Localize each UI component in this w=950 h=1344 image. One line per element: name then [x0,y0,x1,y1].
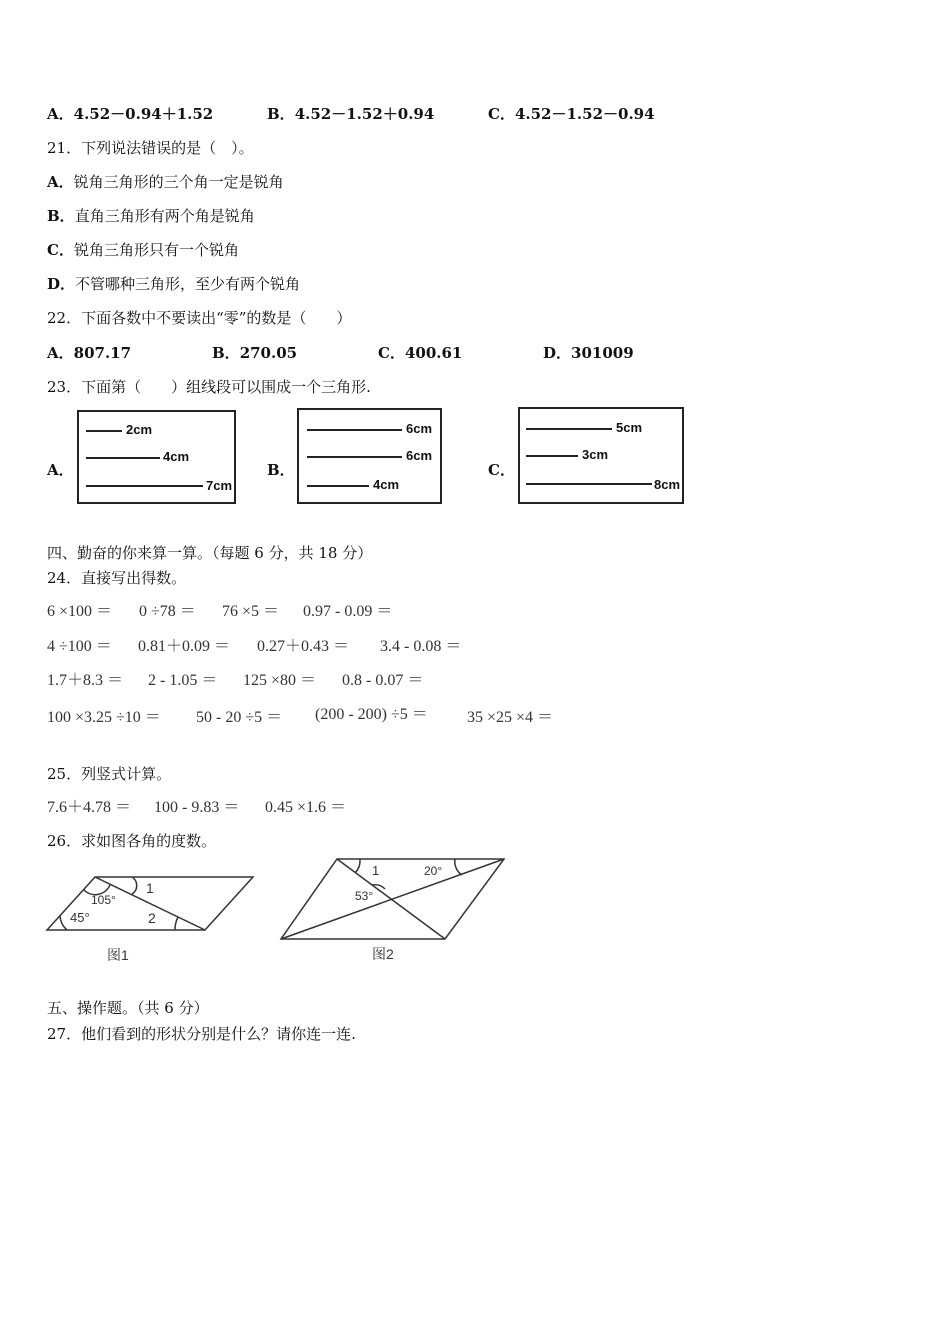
section4-heading: 四、勤奋的你来算一算。（每题 6 分，共 18 分） [47,544,373,562]
q22-option-d: D．301009 [543,344,634,362]
q21-option-d: D．不管哪种三角形，至少有两个锐角 [47,275,301,293]
segment-label: 7cm [206,478,233,493]
q22-option-c: C．400.61 [378,344,463,362]
q26-figure-2 [277,855,512,970]
calc-item: 2 - 1.05 ＝ [148,672,218,689]
segment-label: 4cm [163,449,190,464]
q23-option-a-letter: A． [47,461,74,479]
calc-item: 0.81＋0.09 ＝ [138,638,231,655]
q26-figure-1 [40,868,260,968]
segment-label: 3cm [582,447,609,462]
q23-option-c-figure [518,407,684,504]
vertical-calc-item: 0.45 ×1.6 ＝ [265,799,347,816]
q20-option-c: C．4.52－1.52－0.94 [488,105,655,123]
q24-stem: 24．直接写出得数。 [47,569,187,587]
calc-item: 50 - 20 ÷5 ＝ [196,709,283,726]
section5-heading: 五、操作题。（共 6 分） [47,999,209,1017]
q23-option-b-letter: B． [267,461,295,479]
vertical-calc-item: 7.6＋4.78 ＝ [47,799,132,816]
calc-item: 35 ×25 ×4 ＝ [467,709,554,726]
segment-label: 6cm [406,448,433,463]
calc-item: 6 ×100 ＝ [47,603,113,620]
q23-option-a-figure [77,410,236,504]
q20-option-a: A．4.52－0.94＋1.52 [47,105,214,123]
vertical-calc-item: 100 - 9.83 ＝ [154,799,240,816]
q23-option-c-letter: C． [488,461,515,479]
q25-stem: 25．列竖式计算。 [47,765,172,783]
segment-label: 8cm [654,477,681,492]
calc-item: 4 ÷100 ＝ [47,638,112,655]
q27-stem: 27．他们看到的形状分别是什么？请你连一连. [47,1025,356,1043]
fig2-angle-53: 53° [355,889,374,903]
q21-option-c: C．锐角三角形只有一个锐角 [47,241,239,259]
q23-option-b-figure [297,408,442,504]
q21-option-a: A．锐角三角形的三个角一定是锐角 [47,173,284,191]
q22-option-b: B．270.05 [212,344,298,362]
q20-option-b: B．4.52－1.52＋0.94 [267,105,435,123]
q22-option-a: A．807.17 [47,344,132,362]
segment-label: 2cm [126,422,153,437]
fig1-angle-2: 2 [148,910,156,926]
calc-item: 0 ÷78 ＝ [139,603,196,620]
segment-label: 6cm [406,421,433,436]
fig1-caption: 图1 [107,947,129,963]
q22-stem: 22．下面各数中不要读出“零”的数是（ ） [47,309,352,327]
calc-item: 125 ×80 ＝ [243,672,317,689]
calc-item: 100 ×3.25 ÷10 ＝ [47,709,161,726]
segment-label: 4cm [373,477,400,492]
fig2-angle-1: 1 [372,863,380,878]
calc-item: 0.97 - 0.09 ＝ [303,603,393,620]
calc-item: 0.8 - 0.07 ＝ [342,672,424,689]
calc-item: 3.4 - 0.08 ＝ [380,638,462,655]
q21-stem: 21．下列说法错误的是（ ）。 [47,139,254,157]
segment-label: 5cm [616,420,643,435]
calc-item: 0.27＋0.43 ＝ [257,638,350,655]
fig1-angle-45: 45° [70,910,90,925]
fig2-caption: 图2 [372,946,394,962]
fig1-angle-105: 105° [91,893,116,907]
q21-option-b: B．直角三角形有两个角是锐角 [47,207,255,225]
fig2-angle-20: 20° [424,864,443,878]
calc-item: 1.7＋8.3 ＝ [47,672,124,689]
calc-item: (200 - 200) ÷5 ＝ [315,706,428,723]
q26-stem: 26．求如图各角的度数。 [47,832,217,850]
calc-item: 76 ×5 ＝ [222,603,280,620]
fig1-angle-1: 1 [146,880,154,896]
q23-stem: 23．下面第（ ）组线段可以围成一个三角形. [47,378,371,396]
